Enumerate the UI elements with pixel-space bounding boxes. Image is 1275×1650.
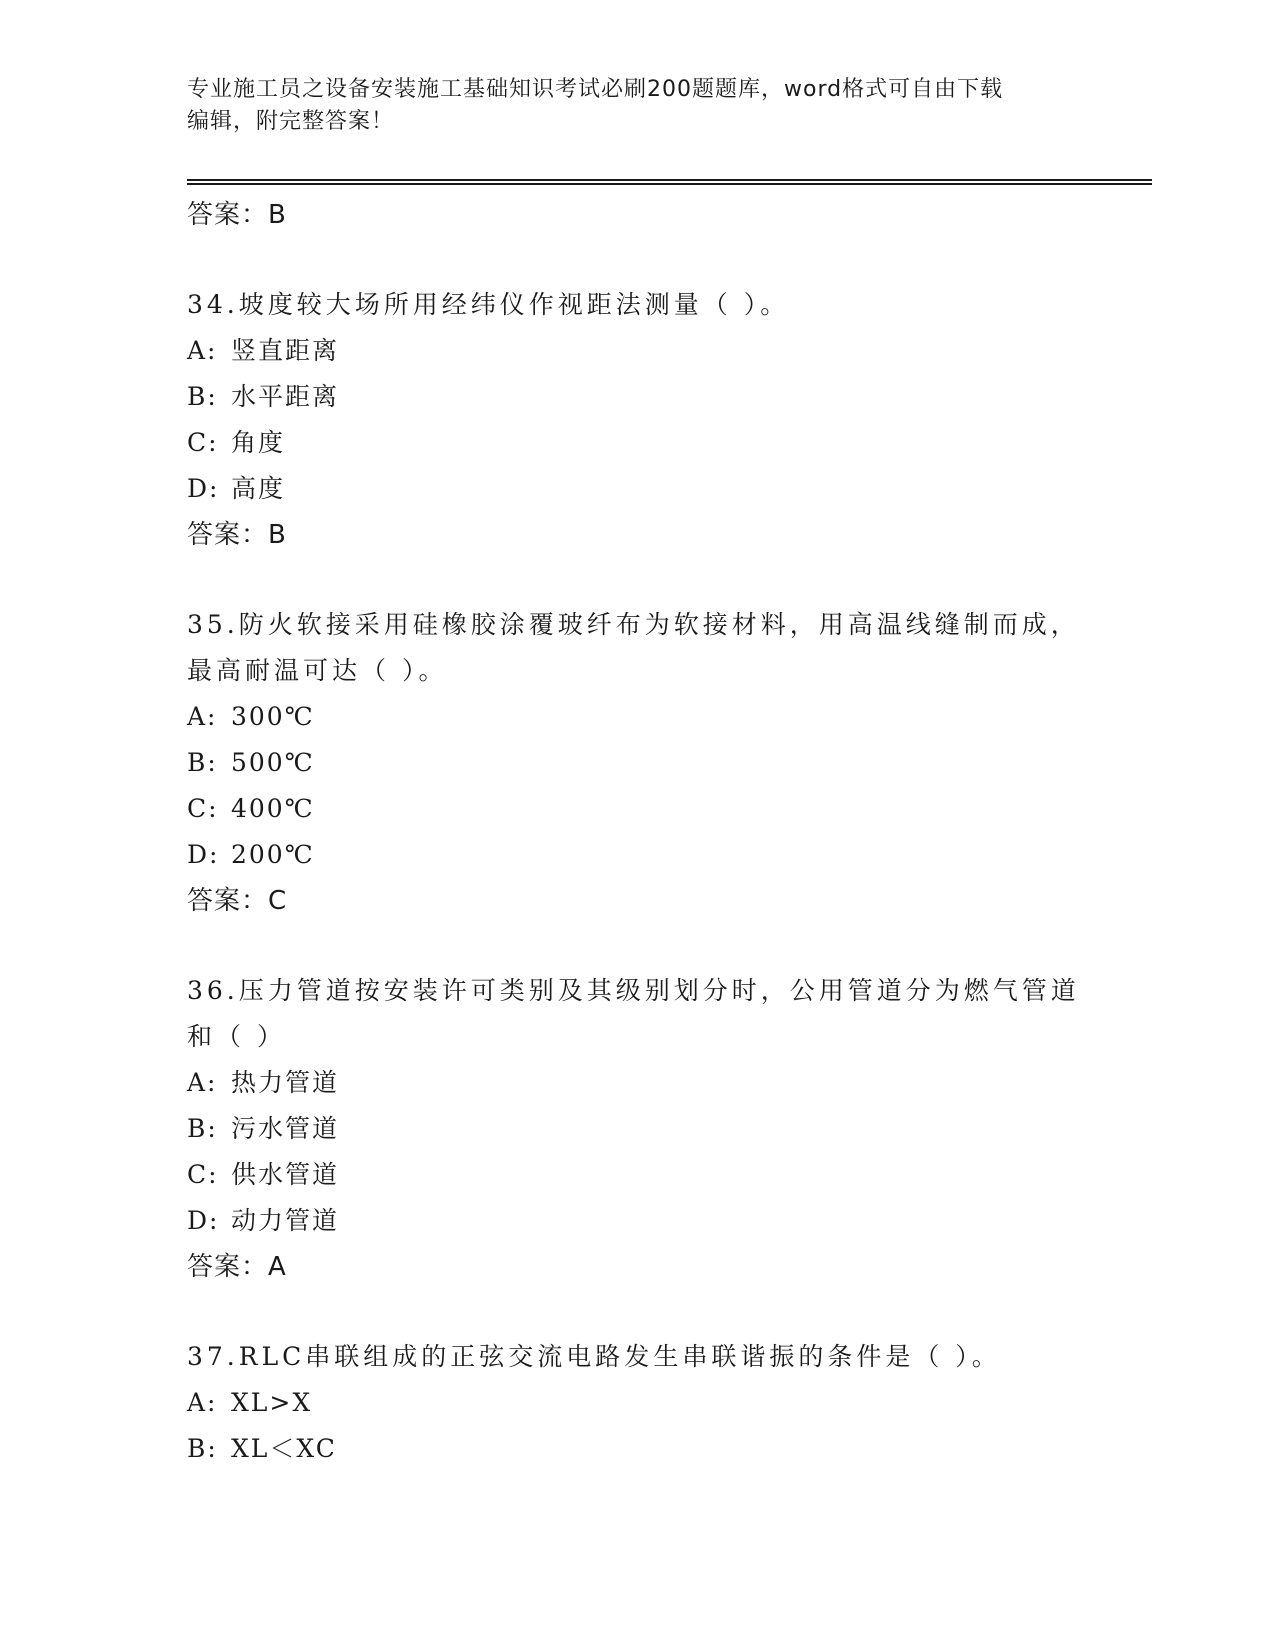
option-d: D: 200℃	[187, 840, 315, 869]
option-a: A: 竖直距离	[187, 336, 340, 365]
answer-line: 答案：C	[187, 886, 288, 916]
answer-line: 答案：B	[187, 520, 287, 550]
question-block	[187, 1334, 1087, 1472]
question-text: 37.RLC串联组成的正弦交流电路发生串联谐振的条件是（ ）。	[187, 1342, 1001, 1371]
question-block	[187, 282, 1087, 558]
option-d: D: 动力管道	[187, 1206, 340, 1235]
header-divider-bottom	[187, 183, 1152, 185]
option-c: C: 角度	[187, 428, 286, 457]
document-header	[187, 74, 1087, 138]
question-list	[187, 192, 1087, 1472]
question-text: 35.防火软接采用硅橡胶涂覆玻纤布为软接材料，用高温线缝制而成，	[187, 610, 1080, 639]
option-d: D: 高度	[187, 474, 286, 503]
option-c: C: 供水管道	[187, 1160, 340, 1189]
question-text: 36.压力管道按安装许可类别及其级别划分时，公用管道分为燃气管道	[187, 976, 1080, 1005]
question-text: 34.坡度较大场所用经纬仪作视距法测量（ ）。	[187, 290, 790, 319]
question-block	[187, 602, 1087, 924]
option-b: B: 水平距离	[187, 382, 340, 411]
option-b: B: XL＜XC	[187, 1434, 337, 1463]
option-a: A: XL>X	[187, 1388, 313, 1417]
header-line-1: 专业施工员之设备安装施工基础知识考试必刷200题题库，word格式可自由下载	[187, 77, 1004, 102]
option-b: B: 污水管道	[187, 1114, 340, 1143]
answer-line: 答案：A	[187, 1252, 287, 1282]
option-b: B: 500℃	[187, 748, 315, 777]
option-a: A: 300℃	[187, 702, 315, 731]
answer-line: 答案：B	[187, 200, 287, 230]
header-line-2: 编辑，附完整答案！	[187, 109, 395, 134]
question-block	[187, 968, 1087, 1290]
header-divider-top	[187, 179, 1152, 181]
option-a: A: 热力管道	[187, 1068, 340, 1097]
question-text-continued: 最高耐温可达（ ）。	[187, 656, 448, 685]
question-text-continued: 和（ ）	[187, 1022, 286, 1051]
option-c: C: 400℃	[187, 794, 315, 823]
